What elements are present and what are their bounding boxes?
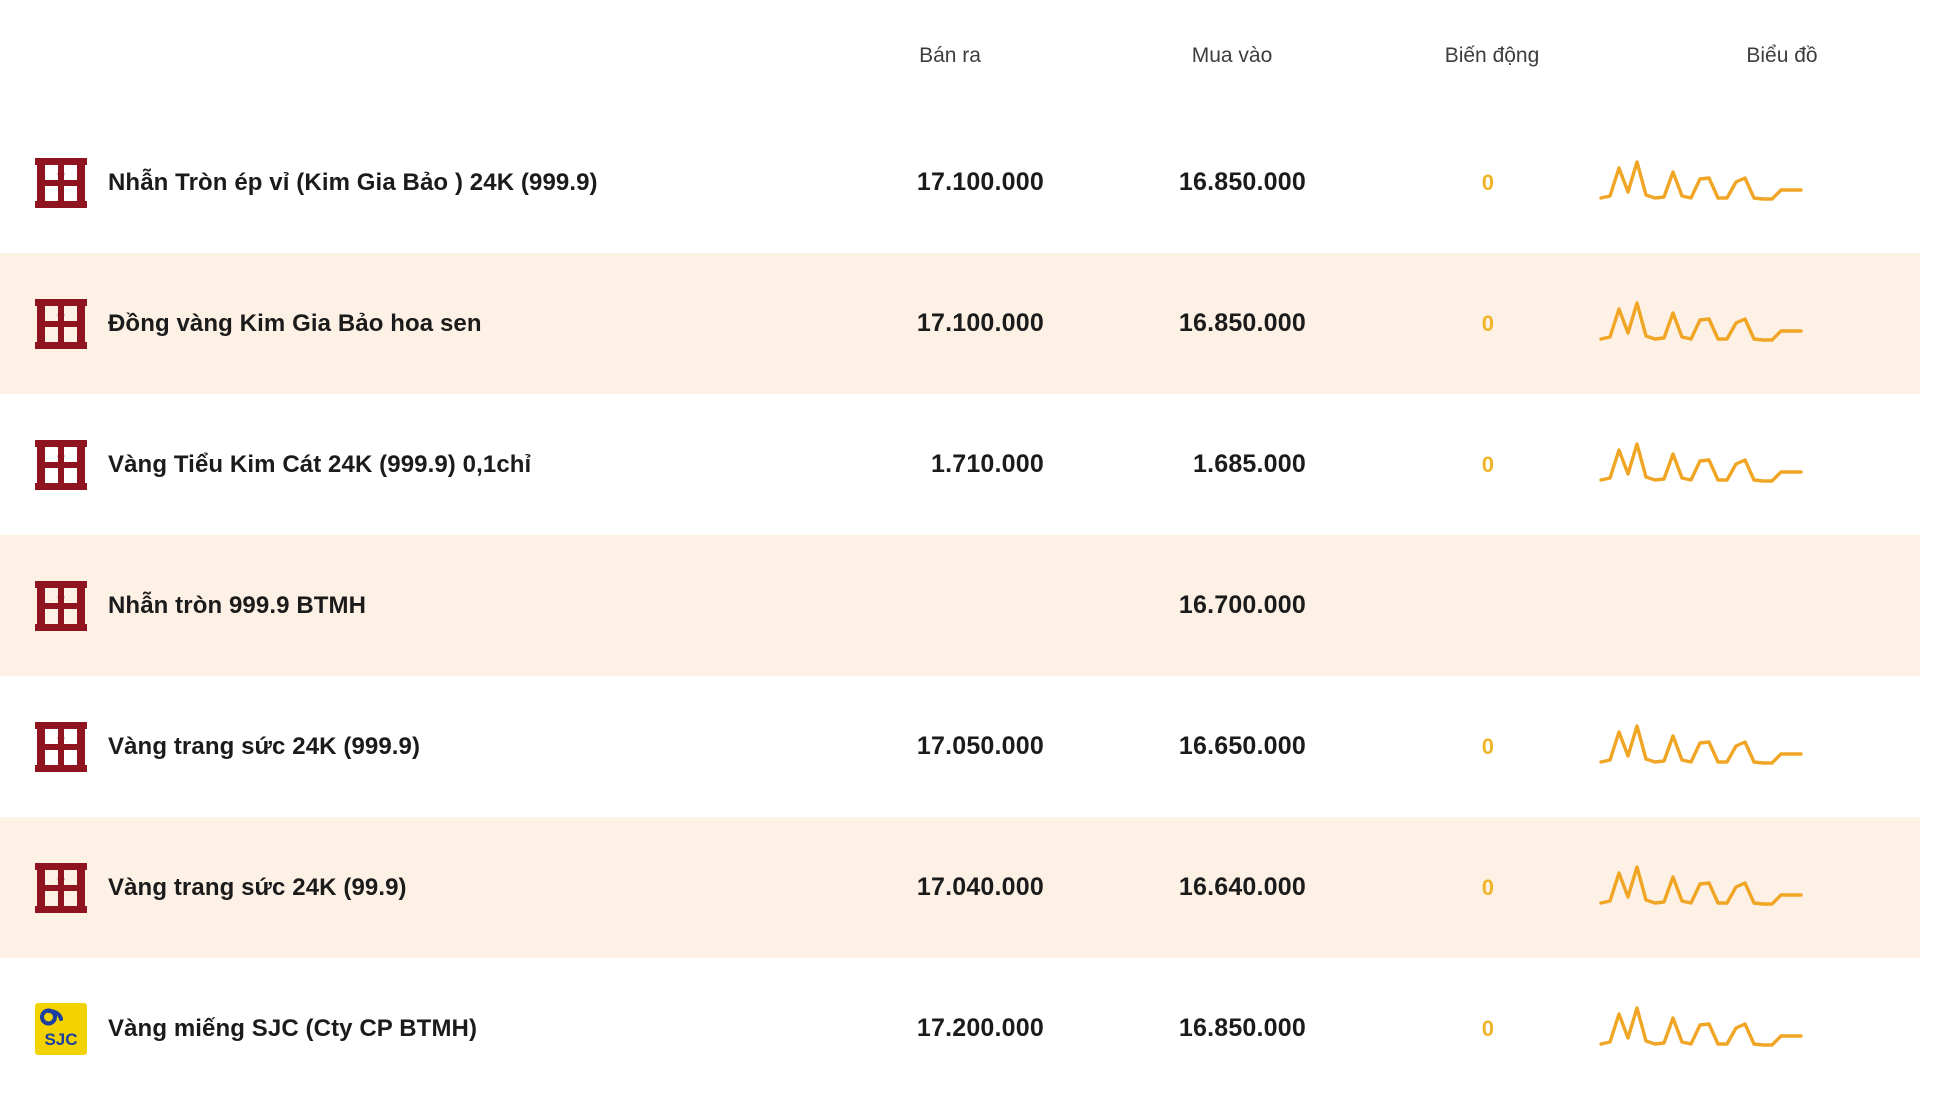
- table-row[interactable]: [0, 253, 1920, 394]
- product-name: Đồng vàng Kim Gia Bảo hoa sen: [108, 309, 482, 337]
- table-row[interactable]: [0, 676, 1920, 817]
- product-name: Vàng Tiểu Kim Cát 24K (999.9) 0,1chỉ: [108, 450, 532, 478]
- sell-price: 17.200.000: [916, 1014, 1044, 1042]
- product-name: Vàng trang sức 24K (999.9): [108, 732, 421, 760]
- sparkline-icon[interactable]: [1560, 710, 1860, 784]
- buy-price: 16.650.000: [1178, 732, 1306, 760]
- header-change: Biến động: [1444, 44, 1540, 67]
- table-row[interactable]: [0, 958, 1920, 1099]
- change-value: 0: [1481, 733, 1494, 759]
- product-name: Vàng miếng SJC (Cty CP BTMH): [108, 1014, 478, 1042]
- btmh-logo-icon: [0, 296, 108, 352]
- btmh-logo-icon: [0, 437, 108, 493]
- buy-price: 16.850.000: [1178, 1014, 1306, 1042]
- sjc-logo-icon: [0, 1001, 108, 1057]
- sparkline-icon[interactable]: [1560, 428, 1860, 502]
- header-sell: Bán ra: [919, 44, 981, 67]
- buy-price: 16.700.000: [1178, 591, 1306, 619]
- btmh-logo-icon: [0, 578, 108, 634]
- sell-price: 17.100.000: [916, 168, 1044, 196]
- buy-price: 16.850.000: [1178, 309, 1306, 337]
- change-value: 0: [1481, 874, 1494, 900]
- sell-price: 17.050.000: [916, 732, 1044, 760]
- sparkline-icon[interactable]: [1560, 287, 1860, 361]
- change-value: 0: [1481, 310, 1494, 336]
- sparkline-icon[interactable]: [1560, 851, 1860, 925]
- table-row[interactable]: [0, 112, 1920, 253]
- buy-price: 16.640.000: [1178, 873, 1306, 901]
- sell-price: 1.710.000: [930, 450, 1044, 478]
- btmh-logo-icon: [0, 155, 108, 211]
- svg-text:SJC: SJC: [44, 1029, 78, 1049]
- sell-price: 17.040.000: [916, 873, 1044, 901]
- table-body: [0, 112, 1920, 1099]
- change-value: 0: [1481, 1015, 1494, 1041]
- header-chart: Biểu đồ: [1746, 44, 1818, 67]
- btmh-logo-icon: [0, 719, 108, 775]
- btmh-logo-icon: [0, 860, 108, 916]
- sparkline-icon[interactable]: [1560, 146, 1860, 220]
- table-header-row: [0, 0, 1920, 112]
- change-value: 0: [1481, 451, 1494, 477]
- sparkline-icon[interactable]: [1560, 992, 1860, 1066]
- buy-price: 16.850.000: [1178, 168, 1306, 196]
- table-row[interactable]: [0, 394, 1920, 535]
- sell-price: 17.100.000: [916, 309, 1044, 337]
- buy-price: 1.685.000: [1192, 450, 1306, 478]
- product-name: Nhẫn Tròn ép vỉ (Kim Gia Bảo ) 24K (999.9): [108, 168, 598, 196]
- table-row[interactable]: [0, 535, 1920, 676]
- product-name: Vàng trang sức 24K (99.9): [108, 873, 407, 901]
- header-buy: Mua vào: [1191, 44, 1273, 67]
- product-name: Nhẫn tròn 999.9 BTMH: [108, 591, 367, 619]
- table-row[interactable]: [0, 817, 1920, 958]
- change-value: 0: [1481, 169, 1494, 195]
